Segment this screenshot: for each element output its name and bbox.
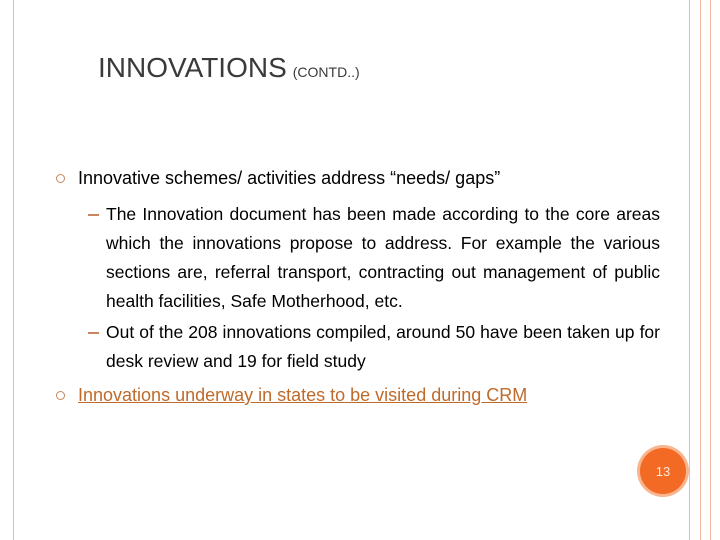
frame-line-right	[689, 0, 690, 540]
title-main: INNOVATIONS	[98, 52, 287, 83]
page-number-badge	[640, 448, 686, 494]
ring-bullet-icon	[56, 174, 65, 183]
crm-link[interactable]: Innovations underway in states to be visited during CRM	[78, 385, 528, 405]
frame-line-right	[710, 0, 711, 540]
ring-bullet-icon	[56, 391, 65, 400]
frame-line-left	[13, 0, 14, 540]
dash-bullet-icon	[88, 332, 99, 334]
page-number: 13	[655, 463, 671, 479]
title-sub: (CONTD..)	[292, 64, 360, 80]
sub-bullet-text: The Innovation document has been made according to the core areas which the innovations propose to address. For example the various sections are, referral transport, contracting out management of public health facilities, Safe Motherhood, etc.	[106, 204, 660, 311]
dash-bullet-icon	[88, 214, 99, 216]
frame-line-right	[700, 0, 701, 540]
sub-bullet-item	[88, 318, 660, 376]
sub-bullet-text: Out of the 208 innovations compiled, around 50 have been taken up for desk review and 19 for field study	[106, 322, 660, 371]
sub-bullet-item	[88, 200, 660, 316]
bullet-text: Innovative schemes/ activities address “needs/ gaps”	[78, 168, 501, 188]
slide-title	[98, 52, 360, 84]
